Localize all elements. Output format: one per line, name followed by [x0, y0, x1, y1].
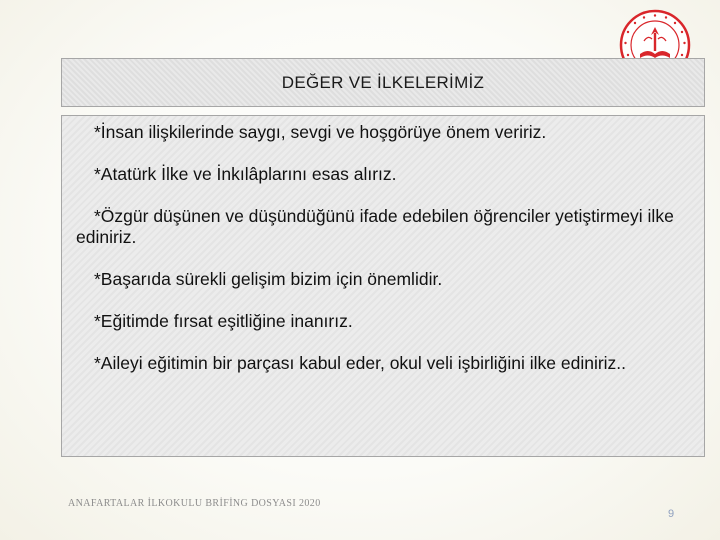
page-number: 9 — [668, 508, 675, 520]
slide-title: DEĞER VE İLKELERİMİZ — [281, 72, 485, 92]
footer-text: ANAFARTALAR İLKOKULU BRİFİNG DOSYASI 2020 — [68, 498, 321, 509]
list-item: *Atatürk İlke ve İnkılâplarını esas alırız. — [94, 164, 397, 184]
values-list — [61, 115, 705, 457]
list-item: *Eğitimde fırsat eşitliğine inanırız. — [94, 311, 353, 331]
list-item: *İnsan ilişkilerinde saygı, sevgi ve hoşgörüye önem veririz. — [94, 122, 547, 142]
title-box — [61, 58, 705, 107]
list-item: *Özgür düşünen ve düşündüğünü ifade edebilen öğrenciler yetiştirmeyi ilke ediniriz. — [76, 206, 674, 247]
list-item: *Başarıda sürekli gelişim bizim için önemlidir. — [94, 269, 443, 289]
list-item: *Aileyi eğitimin bir parçası kabul eder, okul veli işbirliğini ilke ediniriz.. — [94, 353, 627, 373]
